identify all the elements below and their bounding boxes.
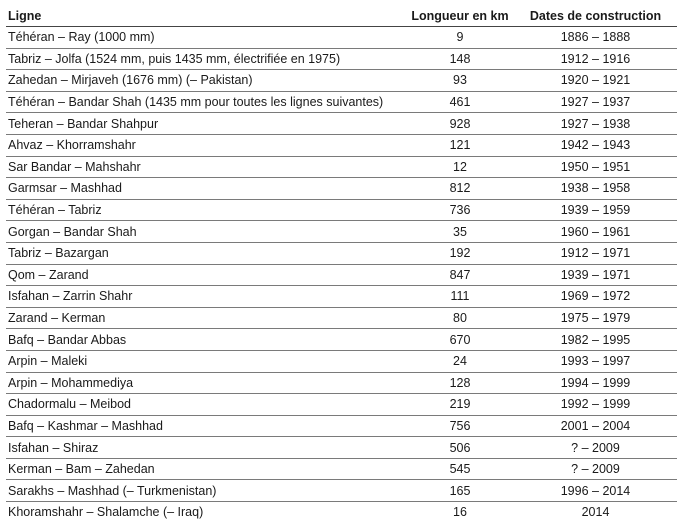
header-length: Longueur en km bbox=[406, 6, 514, 27]
cell-length: 148 bbox=[406, 48, 514, 70]
cell-length: 80 bbox=[406, 307, 514, 329]
cell-line: Isfahan – Shiraz bbox=[6, 437, 406, 459]
cell-dates: 2001 – 2004 bbox=[514, 415, 677, 437]
cell-length: 9 bbox=[406, 27, 514, 49]
cell-length: 928 bbox=[406, 113, 514, 135]
table-row bbox=[6, 199, 677, 221]
cell-dates: 1939 – 1959 bbox=[514, 199, 677, 221]
cell-line: Gorgan – Bandar Shah bbox=[6, 221, 406, 243]
cell-line: Qom – Zarand bbox=[6, 264, 406, 286]
cell-length: 670 bbox=[406, 329, 514, 351]
cell-line: Zarand – Kerman bbox=[6, 307, 406, 329]
cell-dates: 1960 – 1961 bbox=[514, 221, 677, 243]
cell-length: 16 bbox=[453, 505, 467, 520]
table-row bbox=[6, 437, 677, 459]
cell-line: Chadormalu – Meibod bbox=[6, 394, 406, 416]
cell-line: Téhéran – Bandar Shah (1435 mm pour toutes les lignes suivantes) bbox=[6, 91, 406, 113]
header-dates: Dates de construction bbox=[514, 6, 677, 27]
cell-line: Téhéran – Ray (1000 mm) bbox=[6, 27, 406, 49]
cell-length: 121 bbox=[406, 134, 514, 156]
cell-dates: 1920 – 1921 bbox=[514, 70, 677, 92]
table-row bbox=[6, 372, 677, 394]
cell-line: Isfahan – Zarrin Shahr bbox=[6, 286, 406, 308]
table-row bbox=[6, 113, 677, 135]
cell-line: Tabriz – Jolfa (1524 mm, puis 1435 mm, électrifiée en 1975) bbox=[6, 48, 406, 70]
cell-length: 93 bbox=[406, 70, 514, 92]
cell-line: Kerman – Bam – Zahedan bbox=[6, 458, 406, 480]
cell-line: Arpin – Maleki bbox=[6, 350, 406, 372]
cell-dates: 1994 – 1999 bbox=[514, 372, 677, 394]
cell-line: Tabriz – Bazargan bbox=[6, 242, 406, 264]
header-line: Ligne bbox=[6, 6, 406, 27]
cell-length: 736 bbox=[406, 199, 514, 221]
cell-line: Bafq – Kashmar – Mashhad bbox=[6, 415, 406, 437]
cell-line: Bafq – Bandar Abbas bbox=[6, 329, 406, 351]
cell-dates: 1975 – 1979 bbox=[514, 307, 677, 329]
table-row bbox=[6, 242, 677, 264]
cell-dates: 1996 – 2014 bbox=[514, 480, 677, 502]
cell-dates: ? – 2009 bbox=[514, 437, 677, 459]
cell-length: 165 bbox=[406, 480, 514, 502]
cell-length: 128 bbox=[406, 372, 514, 394]
table-row bbox=[6, 264, 677, 286]
cell-length: 12 bbox=[406, 156, 514, 178]
table-row bbox=[6, 480, 677, 502]
cell-dates: 1950 – 1951 bbox=[514, 156, 677, 178]
cell-length: 847 bbox=[406, 264, 514, 286]
table-row bbox=[6, 221, 677, 243]
cell-dates: 1938 – 1958 bbox=[514, 178, 677, 200]
table-row bbox=[6, 307, 677, 329]
railway-lines-table bbox=[6, 6, 677, 523]
cell-dates: 1912 – 1971 bbox=[514, 242, 677, 264]
cell-line: Ahvaz – Khorramshahr bbox=[6, 134, 406, 156]
cell-length: 461 bbox=[406, 91, 514, 113]
cell-length: 812 bbox=[406, 178, 514, 200]
table-row bbox=[6, 502, 677, 523]
cell-dates: 1927 – 1938 bbox=[514, 113, 677, 135]
cell-dates: 1993 – 1997 bbox=[514, 350, 677, 372]
cell-length: 756 bbox=[406, 415, 514, 437]
table-row bbox=[6, 27, 677, 49]
cell-dates: 1942 – 1943 bbox=[514, 134, 677, 156]
cell-line: Sar Bandar – Mahshahr bbox=[6, 156, 406, 178]
table-row bbox=[6, 394, 677, 416]
table-row bbox=[6, 91, 677, 113]
cell-dates: 1982 – 1995 bbox=[514, 329, 677, 351]
cell-line: Arpin – Mohammediya bbox=[6, 372, 406, 394]
cell-length: 192 bbox=[406, 242, 514, 264]
cell-length: 35 bbox=[406, 221, 514, 243]
cell-dates: 1969 – 1972 bbox=[514, 286, 677, 308]
table-row bbox=[6, 350, 677, 372]
cell-line: Sarakhs – Mashhad (– Turkmenistan) bbox=[6, 480, 406, 502]
table-body bbox=[6, 27, 677, 523]
table-row bbox=[6, 48, 677, 70]
table-row bbox=[6, 156, 677, 178]
cell-line: Khoramshahr – Shalamche (– Iraq) bbox=[8, 505, 204, 520]
cell-dates: 1912 – 1916 bbox=[514, 48, 677, 70]
cell-line: Zahedan – Mirjaveh (1676 mm) (– Pakistan) bbox=[6, 70, 406, 92]
cell-length: 24 bbox=[406, 350, 514, 372]
cell-length: 111 bbox=[406, 286, 514, 308]
table-row bbox=[6, 415, 677, 437]
cell-line: Teheran – Bandar Shahpur bbox=[6, 113, 406, 135]
cell-dates: ? – 2009 bbox=[514, 458, 677, 480]
cell-line: Téhéran – Tabriz bbox=[6, 199, 406, 221]
table-row bbox=[6, 178, 677, 200]
cell-dates: 1992 – 1999 bbox=[514, 394, 677, 416]
cell-dates: 2014 bbox=[581, 505, 610, 520]
cell-dates: 1939 – 1971 bbox=[514, 264, 677, 286]
cell-length: 545 bbox=[406, 458, 514, 480]
table-row bbox=[6, 286, 677, 308]
table-header-row bbox=[6, 6, 677, 27]
table-row bbox=[6, 458, 677, 480]
cell-line: Garmsar – Mashhad bbox=[6, 178, 406, 200]
table-row bbox=[6, 134, 677, 156]
cell-dates: 1886 – 1888 bbox=[514, 27, 677, 49]
cell-dates: 1927 – 1937 bbox=[514, 91, 677, 113]
table-row bbox=[6, 329, 677, 351]
table-row bbox=[6, 70, 677, 92]
cell-length: 219 bbox=[406, 394, 514, 416]
cell-length: 506 bbox=[406, 437, 514, 459]
